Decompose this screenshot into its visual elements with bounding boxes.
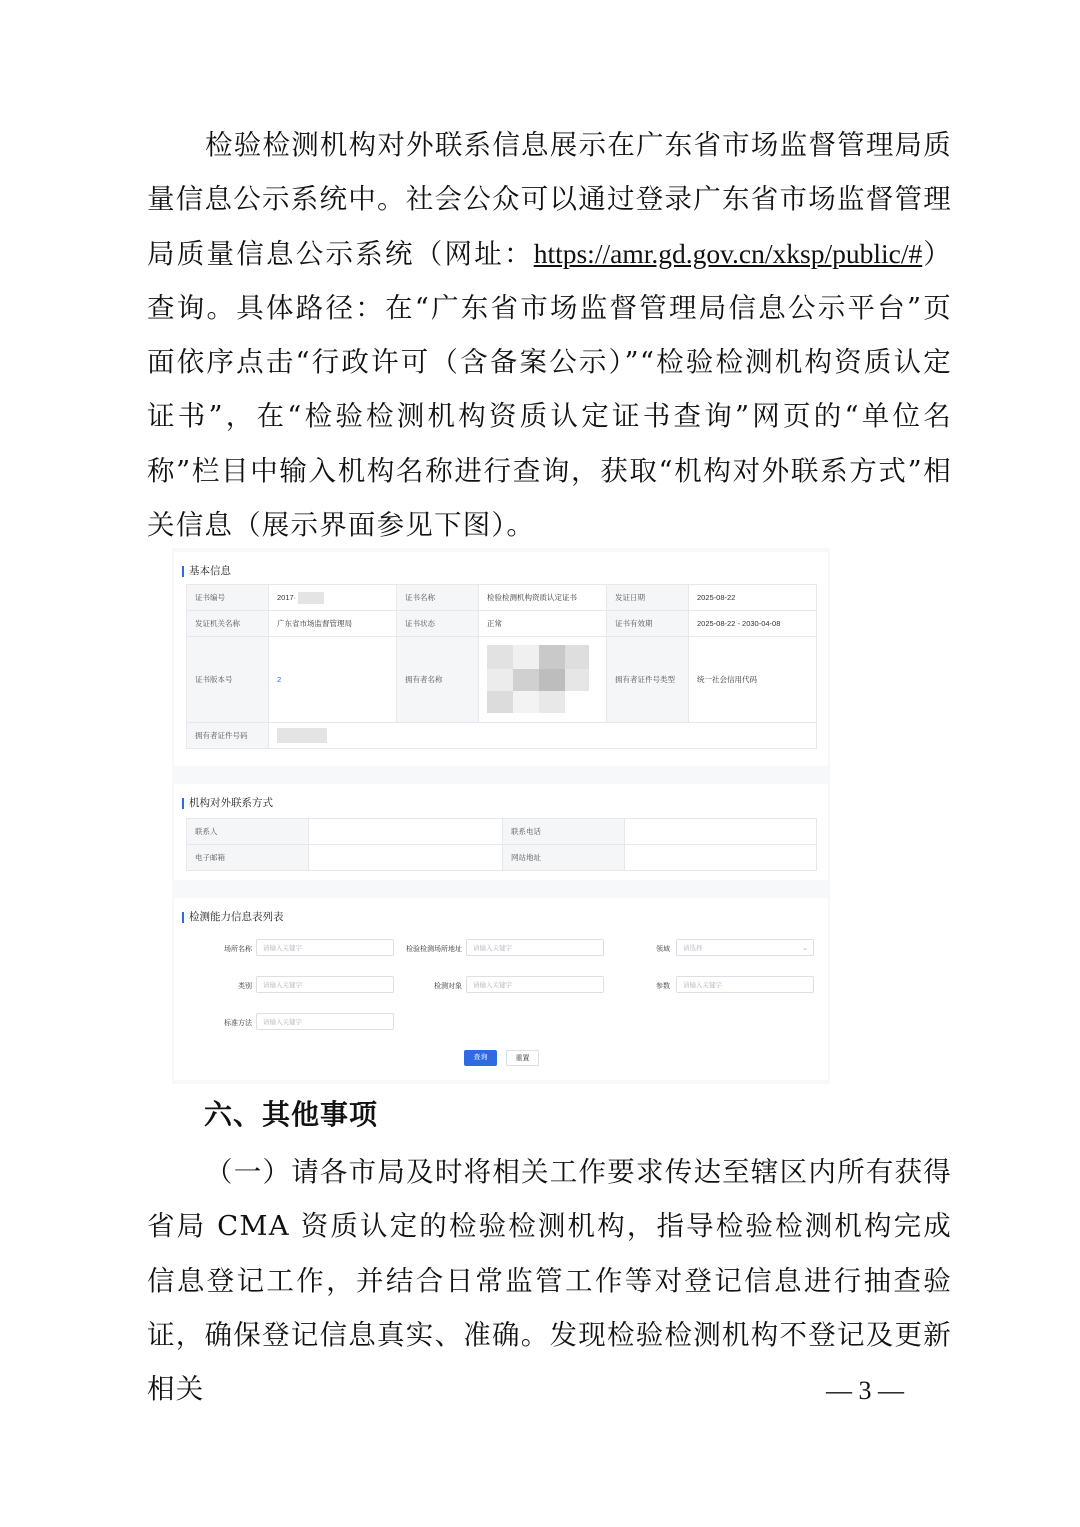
cert-no-label: 证书编号 xyxy=(187,585,269,611)
section-heading: 六、其他事项 xyxy=(204,1098,379,1131)
category-label: 类别 xyxy=(238,983,252,990)
issue-date-value: 2025-08-22 xyxy=(689,585,817,611)
contact-title: 机构对外联系方式 xyxy=(182,798,273,809)
contact-person-label: 联系人 xyxy=(187,819,309,845)
basic-info-table xyxy=(186,584,817,749)
holder-id-value xyxy=(269,723,817,749)
chevron-down-icon: ⌄ xyxy=(802,945,808,952)
intro-text-after-link: ）查询。具体路径：在“广东省市场监督管理局信息公示平台”页面依序点击“行政许可（含备案公示）”“检验检测机构资质认定证书”，在“检验检测机构资质认定证书查询”网页的“单位名称”栏目中输入机构名称进行查询，获取“机构对外联系方式”相关信息（展示界面参见下图）。 xyxy=(147,237,952,542)
standard-input[interactable]: 请输入关键字 xyxy=(256,1013,394,1030)
issue-date-label: 发证日期 xyxy=(607,585,689,611)
domain-label: 领域 xyxy=(656,946,670,953)
basic-info-title: 基本信息 xyxy=(182,566,231,577)
object-label: 检测对象 xyxy=(434,983,462,990)
holder-id-label: 拥有者证件号码 xyxy=(187,723,269,749)
param-label: 参数 xyxy=(656,983,670,990)
phone-label: 联系电话 xyxy=(503,819,625,845)
object-input[interactable]: 请输入关键字 xyxy=(466,976,604,993)
intro-paragraph xyxy=(147,118,952,552)
holder-name-label: 拥有者名称 xyxy=(397,637,479,723)
issuer-label: 发证机关名称 xyxy=(187,611,269,637)
site-address-input[interactable]: 请输入关键字 xyxy=(466,939,604,956)
holder-name-value xyxy=(479,637,607,723)
contact-person-value xyxy=(309,819,503,845)
site-address-label: 检验检测场所地址 xyxy=(406,946,462,953)
intro-text-before-link: 检验检测机构对外联系信息展示在广东省市场监督管理局质量信息公示系统中。社会公众可以通过登录广东省市场监督管理局质量信息公示系统（网址： xyxy=(147,129,952,270)
cert-name-value: 检验检测机构资质认定证书 xyxy=(479,585,607,611)
version-label: 证书版本号 xyxy=(187,637,269,723)
category-input[interactable]: 请输入关键字 xyxy=(256,976,394,993)
status-label: 证书状态 xyxy=(397,611,479,637)
validity-label: 证书有效期 xyxy=(607,611,689,637)
website-link[interactable]: https://amr.gd.gov.cn/xksp/public/# xyxy=(533,237,923,269)
cert-no-value: 2017· xyxy=(269,585,397,611)
section-paragraph: （一）请各市局及时将相关工作要求传达至辖区内所有获得省局 CMA 资质认定的检验检测机构，指导检验检测机构完成信息登记工作，并结合日常监管工作等对登记信息进行抽查验证，确保登记信息真实、准确。发现检验检测机构不登记及更新相关 xyxy=(147,1156,952,1406)
capability-title: 检测能力信息表列表 xyxy=(182,912,284,923)
holder-id-type-value: 统一社会信用代码 xyxy=(689,637,817,723)
website-label: 网站地址 xyxy=(503,845,625,871)
holder-id-type-label: 拥有者证件号类型 xyxy=(607,637,689,723)
email-value xyxy=(309,845,503,871)
param-input[interactable]: 请输入关键字 xyxy=(676,976,814,993)
reset-button[interactable]: 重置 xyxy=(506,1050,539,1066)
issuer-value: 广东省市场监督管理局 xyxy=(269,611,397,637)
contact-table xyxy=(186,818,817,871)
system-screenshot xyxy=(172,548,830,1084)
website-value xyxy=(625,845,817,871)
validity-value: 2025-08-22 - 2030-04-08 xyxy=(689,611,817,637)
domain-select[interactable]: 请选择 ⌄ xyxy=(676,939,814,956)
version-value[interactable]: 2 xyxy=(269,637,397,723)
capability-card xyxy=(174,898,828,1080)
status-value: 正常 xyxy=(479,611,607,637)
site-name-label: 场所名称 xyxy=(224,946,252,953)
cert-name-label: 证书名称 xyxy=(397,585,479,611)
site-name-input[interactable]: 请输入关键字 xyxy=(256,939,394,956)
blurred-holder-name xyxy=(487,643,591,717)
phone-value xyxy=(625,819,817,845)
standard-label: 标准方法 xyxy=(224,1020,252,1027)
query-button[interactable]: 查询 xyxy=(464,1050,497,1066)
email-label: 电子邮箱 xyxy=(187,845,309,871)
page-number: — 3 — xyxy=(826,1376,904,1405)
